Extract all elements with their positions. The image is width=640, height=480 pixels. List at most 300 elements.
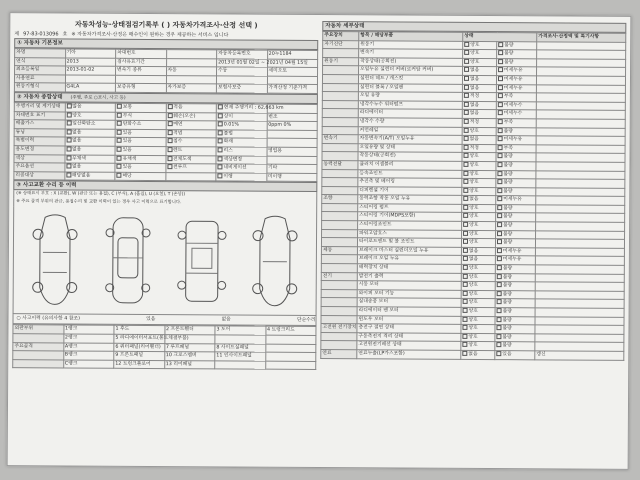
detail-row-text: 불량 xyxy=(502,283,513,289)
detail-row-cell xyxy=(358,169,462,178)
status-row-text: 차대번호 표기 xyxy=(15,112,46,118)
status-row-cell xyxy=(65,129,116,138)
accident-rank-row-cell xyxy=(265,335,316,344)
status-row-cell xyxy=(115,163,166,172)
checkbox-icon xyxy=(218,122,223,127)
accident-rank-row-text: 13 리어패널 xyxy=(165,361,192,367)
status-row-cell xyxy=(266,173,317,182)
checkbox-icon xyxy=(218,113,223,118)
detail-row-text: 미세누유 xyxy=(504,68,523,74)
detail-row-text: 커먼레일 xyxy=(359,127,379,133)
status-row-cell xyxy=(216,138,267,147)
detail-row-cell xyxy=(495,351,535,360)
status-row-text: 없음 xyxy=(71,164,82,170)
accident-header-title: ③ 사고교환 수리 등 이력 xyxy=(16,182,77,189)
basic-info-row-cell xyxy=(267,50,318,59)
status-row-cell xyxy=(216,164,267,173)
detail-row-cell xyxy=(321,332,357,341)
status-row-cell xyxy=(216,147,267,156)
detail-row-text: 고전원 전기장치 xyxy=(322,325,357,331)
checkbox-icon xyxy=(66,146,71,151)
checkbox-icon xyxy=(117,147,122,152)
checkbox-icon xyxy=(464,84,469,89)
checkbox-icon xyxy=(66,138,71,143)
basic-info-row-text: 최초등록일 xyxy=(16,67,40,73)
accident-rank-row xyxy=(13,359,316,369)
detail-row-cell xyxy=(461,282,495,291)
detail-row-text: 미세누유 xyxy=(503,77,523,83)
detail-row-text: 없음 xyxy=(469,111,480,117)
col-header-notes: 가격조사·산정액 및 특기사항 xyxy=(537,33,626,42)
basic-info-row-cell xyxy=(15,49,66,58)
checkbox-icon xyxy=(464,153,469,158)
detail-row-cell xyxy=(358,83,462,92)
detail-row-cell xyxy=(322,152,358,161)
detail-row-cell xyxy=(495,290,535,299)
detail-row-text: 불량 xyxy=(502,334,512,340)
checkbox-icon xyxy=(462,342,467,347)
detail-row-cell xyxy=(495,282,535,291)
accident-rank-row-text: 3 도어 xyxy=(216,327,231,333)
checkbox-icon xyxy=(497,231,502,236)
detail-row-cell xyxy=(495,308,535,317)
detail-row-cell xyxy=(321,349,357,358)
status-row-cell xyxy=(115,155,166,164)
checkbox-icon xyxy=(497,205,502,210)
status-row-cell xyxy=(65,103,116,112)
detail-row-cell xyxy=(495,316,535,325)
detail-row-cell xyxy=(495,256,535,265)
checkbox-icon xyxy=(497,162,502,167)
detail-row-text: 불량 xyxy=(503,171,513,177)
checkbox-icon xyxy=(117,121,122,126)
checkbox-icon xyxy=(498,110,503,115)
checkbox-icon xyxy=(66,155,71,160)
detail-row-cell xyxy=(462,178,496,187)
detail-row-cell xyxy=(357,264,461,273)
status-row-text: 침수 xyxy=(173,139,183,145)
status-row-cell xyxy=(14,111,65,120)
status-row-text: 있음 xyxy=(122,147,132,153)
status-row-cell xyxy=(267,147,318,156)
detail-row-cell xyxy=(357,333,461,342)
detail-row-text: 동력조향 작동 오일 누유 xyxy=(359,196,411,202)
detail-row-text: 양호 xyxy=(468,308,478,314)
detail-row-text: 타이로드엔드 및 볼 조인트 xyxy=(358,239,415,245)
detail-row-text: 양호 xyxy=(468,283,479,289)
detail-row-cell xyxy=(323,57,359,66)
checkbox-icon xyxy=(498,59,503,64)
checkbox-icon xyxy=(498,93,503,98)
detail-row-cell xyxy=(462,187,496,196)
detail-row-cell xyxy=(463,41,497,50)
accident-notes: (※ 상태표시 부호 : X (교환), W (판금 또는 용접), C (부식), A (흠집), U (요철), T (손상)) xyxy=(13,190,317,200)
detail-row-cell xyxy=(462,135,496,144)
basic-info-row-cell xyxy=(267,76,318,85)
basic-info-row-cell xyxy=(65,58,116,67)
checkbox-icon xyxy=(498,76,503,81)
checkbox-icon xyxy=(496,342,501,347)
checkbox-icon xyxy=(498,145,503,150)
detail-row-text: 양호 xyxy=(470,42,480,48)
status-row-cell xyxy=(216,104,284,113)
basic-info-row-cell xyxy=(267,67,318,76)
detail-row-text: 양호 xyxy=(470,51,480,57)
accident-history-yes: 있음 xyxy=(146,317,156,323)
checkbox-icon xyxy=(464,127,469,132)
basic-info-row-cell xyxy=(15,66,66,75)
detail-row-text: 오일유량 및 상태 xyxy=(359,144,396,151)
detail-row-cell xyxy=(322,212,358,221)
accident-rank-row-cell xyxy=(265,361,316,370)
detail-row-cell xyxy=(323,66,359,75)
detail-row-cell xyxy=(358,229,462,238)
detail-row-text: 양호 xyxy=(469,205,479,211)
detail-row-cell xyxy=(358,100,462,109)
status-row-cell xyxy=(115,103,166,112)
checkbox-icon xyxy=(217,165,222,170)
detail-row-cell xyxy=(358,75,462,84)
status-row-text: 유채색 xyxy=(122,156,137,162)
detail-row-cell xyxy=(461,316,495,325)
basic-info-row-cell xyxy=(116,66,167,75)
status-row-text: 없음 xyxy=(72,138,82,144)
detail-row-text: 오일누유 실린더 커버(로커암 커버) xyxy=(360,67,434,74)
detail-row-cell xyxy=(358,161,462,170)
accident-rank-row-cell xyxy=(63,351,114,360)
detail-row-cell xyxy=(461,273,495,282)
detail-row-cell xyxy=(462,127,496,136)
checkbox-icon xyxy=(116,164,121,169)
detail-row-cell xyxy=(496,213,536,222)
detail-row-cell xyxy=(322,160,358,169)
detail-row-cell xyxy=(461,256,495,265)
status-row-cell xyxy=(166,146,217,155)
car-top-diagram xyxy=(98,213,159,308)
accident-rank-row-cell xyxy=(215,343,266,352)
detail-row-cell xyxy=(462,118,496,127)
detail-row-text: 없음 xyxy=(468,351,478,357)
status-table xyxy=(13,102,317,182)
status-row-text: 화재 xyxy=(223,139,233,145)
basic-info-row-cell xyxy=(65,75,116,84)
detail-header: 자동차 세부상태 xyxy=(322,21,626,33)
accident-rank-row-text: 주요골격 xyxy=(14,343,33,349)
checkbox-icon xyxy=(218,130,223,135)
detail-row-cell xyxy=(496,101,536,110)
detail-row-cell xyxy=(322,229,358,238)
accident-rank-row-cell xyxy=(164,352,215,361)
basic-info-row-text: 보험사보증 xyxy=(217,85,242,91)
checkbox-icon xyxy=(497,179,502,184)
accident-rank-row-text: 8 사이드실패널 xyxy=(216,344,249,351)
detail-row-cell xyxy=(323,49,359,58)
checkbox-icon xyxy=(464,93,469,98)
accident-history-no: 없음 xyxy=(221,317,231,323)
detail-row-cell xyxy=(321,341,357,350)
accident-rank-row-cell xyxy=(13,334,64,343)
status-row-text: 리스 xyxy=(223,148,233,154)
status-row-cell xyxy=(65,137,116,146)
detail-row-text: 라디에이터 팬 모터 xyxy=(358,308,399,314)
checkbox-icon xyxy=(66,172,71,177)
basic-info-row-text: 세미오토 xyxy=(268,68,288,74)
checkbox-icon xyxy=(497,265,502,270)
checkbox-icon xyxy=(463,282,468,287)
detail-row-cell xyxy=(321,289,357,298)
detail-row-text: 미세누수 xyxy=(503,102,523,108)
basic-info-row-cell xyxy=(217,58,308,67)
left-column xyxy=(12,19,319,463)
detail-row-text: 없음 xyxy=(469,137,479,143)
status-row-text: 해당없음 xyxy=(71,173,91,179)
detail-row-cell xyxy=(461,264,495,273)
status-row-cell xyxy=(267,139,318,148)
col-header-main: 주요장치 xyxy=(323,32,359,41)
status-row-cell xyxy=(115,129,166,138)
checkbox-icon xyxy=(117,138,122,143)
detail-row-text: 오일 유량 xyxy=(359,93,380,99)
accident-rank-row-cell xyxy=(114,351,165,360)
status-row-cell xyxy=(216,173,267,182)
status-row-text: 매연 xyxy=(173,122,183,128)
detail-row-cell xyxy=(357,324,461,333)
detail-row-cell xyxy=(322,135,358,144)
status-row-cell xyxy=(14,171,65,180)
checkbox-icon xyxy=(497,222,502,227)
checkbox-icon xyxy=(464,67,469,72)
detail-row-text: 미세누유 xyxy=(503,197,522,203)
detail-row-text: 양호 xyxy=(470,59,480,65)
detail-row-cell xyxy=(321,246,357,255)
status-header-title: ② 자동차 종합상태 xyxy=(16,94,63,101)
accident-rank-row-text: 2랭크 xyxy=(64,335,78,341)
basic-info-row-cell xyxy=(14,83,65,92)
detail-row-text: 고전원전기배선 상태 xyxy=(358,342,402,348)
checkbox-icon xyxy=(464,145,469,150)
basic-info-row-text: G4LA xyxy=(66,84,80,90)
detail-row-cell xyxy=(322,100,358,109)
detail-row-cell xyxy=(358,135,462,144)
checkbox-icon xyxy=(167,113,172,118)
checkbox-icon xyxy=(498,102,503,107)
accident-rank-row-cell xyxy=(215,361,266,370)
basic-info-row-cell xyxy=(267,85,318,94)
detail-row-text: 원동기 xyxy=(360,41,375,47)
status-row-text: 보통 xyxy=(122,104,133,110)
status-row-text: 현재 주행거리 : 62,663 km xyxy=(223,105,284,111)
detail-row-text: 없음 xyxy=(469,102,480,108)
checkbox-icon xyxy=(217,173,222,178)
checkbox-icon xyxy=(463,222,468,227)
car-side-right-diagram xyxy=(245,214,306,309)
detail-row-cell xyxy=(497,41,537,50)
basic-info-row-text: 차명 xyxy=(16,50,26,56)
checkbox-icon xyxy=(66,112,71,117)
status-row-cell xyxy=(65,146,116,155)
detail-row-cell xyxy=(462,161,496,170)
detail-row-cell xyxy=(321,298,357,307)
status-row-cell xyxy=(14,103,65,112)
checkbox-icon xyxy=(463,196,468,201)
detail-row-cell xyxy=(358,195,462,204)
detail-row-cell xyxy=(462,230,496,239)
status-row-text: 양호 xyxy=(72,113,82,119)
detail-row-text: 구동축전지 격리 상태 xyxy=(358,334,404,340)
car-frame-diagram xyxy=(171,213,232,308)
detail-row-text: 스티어링 기어(MDPS포함) xyxy=(359,213,416,220)
status-row-cell xyxy=(115,112,166,121)
status-row-cell xyxy=(216,155,267,164)
detail-row-cell xyxy=(357,298,461,307)
basic-info-row-cell xyxy=(166,67,217,76)
basic-info-row-cell xyxy=(216,76,267,85)
detail-row-cell xyxy=(461,342,495,351)
detail-row-cell xyxy=(462,170,496,179)
accident-rank-row-cell xyxy=(114,360,165,369)
checkbox-icon xyxy=(498,153,503,158)
detail-row-text: 불량 xyxy=(502,291,512,297)
status-row-cell xyxy=(216,130,267,139)
status-row-text: 미이행 xyxy=(267,174,282,180)
status-row-text: 특별이력 xyxy=(15,138,35,144)
document-number: 97-83-013096 xyxy=(23,31,59,38)
detail-row-cell xyxy=(462,101,496,110)
basic-info-row-text: 변속기 종류 xyxy=(117,67,142,74)
status-row-cell xyxy=(14,163,65,172)
basic-info-row-cell xyxy=(65,49,116,58)
detail-row-text: 미세누유 xyxy=(503,137,523,143)
status-row-text: 무채색 xyxy=(71,156,86,162)
detail-row-text: 불량 xyxy=(503,128,513,134)
accident-history-label: ○ 사고이력 (유의사항 4 참조) xyxy=(16,316,80,322)
detail-row-text: 미세누유 xyxy=(502,248,522,255)
accident-rank-row-cell xyxy=(164,360,215,369)
detail-row-cell xyxy=(496,110,536,119)
number-label: 제 xyxy=(14,31,20,38)
checkbox-icon xyxy=(498,50,503,55)
basic-info-row-text: 차대번호 xyxy=(117,50,136,56)
detail-row-cell xyxy=(461,325,495,334)
status-row-cell xyxy=(14,146,65,155)
status-row-cell xyxy=(266,156,317,165)
status-row-text: 불법 xyxy=(223,131,233,137)
detail-row-cell xyxy=(321,255,357,264)
checkbox-icon xyxy=(496,334,501,339)
status-row-cell xyxy=(115,146,166,155)
status-row-text: 색상변경 xyxy=(223,156,243,163)
basic-info-row-cell xyxy=(14,74,65,83)
detail-row-text: 불량 xyxy=(504,51,514,57)
detail-row-cell xyxy=(496,136,536,145)
checkbox-icon xyxy=(498,136,503,141)
detail-row-cell xyxy=(496,93,536,102)
detail-row-text: 등속조인트 xyxy=(359,170,383,176)
accident-rank-row-cell xyxy=(63,334,114,343)
status-row-text: 주행거리 및 계기상태 xyxy=(15,104,61,110)
detail-row-cell xyxy=(535,351,624,360)
detail-row-text: 없음 xyxy=(469,197,479,203)
status-row-text: 렌트 xyxy=(173,148,183,154)
detail-row-text: 부족 xyxy=(503,94,514,100)
detail-row-text: 불량 xyxy=(502,266,513,272)
detail-row-cell xyxy=(496,119,536,128)
detail-row-text: 양호 xyxy=(469,231,479,237)
accident-rank-row-text: C랭크 xyxy=(64,361,78,367)
detail-row-text: 원동기 xyxy=(324,58,339,64)
checkbox-icon xyxy=(218,147,223,152)
detail-row-cell xyxy=(462,144,496,153)
checkbox-icon xyxy=(167,164,172,169)
status-row-text: 리콜대상 xyxy=(15,172,34,178)
number-suffix: 호 xyxy=(62,31,68,38)
detail-row-text: 라디에이터 xyxy=(359,110,383,116)
basic-info-row-text: 2013-01-02 xyxy=(66,67,95,73)
detail-row-cell xyxy=(322,143,358,152)
status-row-cell xyxy=(165,172,216,181)
status-row-text: 썬루프 xyxy=(172,165,187,171)
checkbox-icon xyxy=(463,205,468,210)
basic-info-row-cell xyxy=(166,75,217,84)
accident-rank-row-text: 9 프론트패널 xyxy=(115,352,144,359)
basic-info-row-text: 자동차등록번호 xyxy=(218,51,251,57)
checkbox-icon xyxy=(464,41,469,46)
accident-rank-table xyxy=(12,324,316,370)
detail-row-text: 스티어링조인트 xyxy=(359,222,392,228)
checkbox-icon xyxy=(498,42,503,47)
detail-row-text: 불량 xyxy=(503,163,513,169)
checkbox-icon xyxy=(497,282,502,287)
detail-row-cell xyxy=(496,204,536,213)
status-row-text: 탄화수소 xyxy=(122,121,142,128)
checkbox-icon xyxy=(463,248,468,253)
detail-row-cell xyxy=(358,204,462,213)
status-row-text: 상이 xyxy=(223,113,234,120)
detail-row-text: 양호 xyxy=(469,128,479,134)
detail-row-cell xyxy=(357,315,461,324)
checkbox-icon xyxy=(167,138,172,143)
accident-rank-row-text: 외판부위 xyxy=(14,326,34,332)
detail-row-cell xyxy=(496,196,536,205)
checkbox-icon xyxy=(497,317,502,322)
status-row-cell xyxy=(64,172,115,181)
accident-rank-row-text: 7 루프패널 xyxy=(165,344,189,350)
service-notice: ※ 자동차가격조사·산정은 매수인이 원하는 경우 제공하는 서비스 입니다 xyxy=(71,31,229,39)
detail-row-cell xyxy=(463,67,497,76)
detail-row-cell xyxy=(322,195,358,204)
detail-row-cell xyxy=(357,350,461,359)
detail-row-cell xyxy=(497,67,537,76)
checkbox-icon xyxy=(463,299,468,304)
car-diagram-area xyxy=(13,206,318,316)
checkbox-icon xyxy=(497,196,502,201)
checkbox-icon xyxy=(217,156,222,161)
checkbox-icon xyxy=(498,85,503,90)
accident-rank-row-text: B랭크 xyxy=(64,352,78,358)
checkbox-icon xyxy=(167,130,172,135)
detail-row-text: 자기진단 xyxy=(324,41,343,47)
status-row-cell xyxy=(216,121,267,130)
detail-row-cell xyxy=(322,203,358,212)
detail-row-text: 없음 xyxy=(468,257,479,263)
basic-info-row-text: 검사유효기간 xyxy=(117,59,145,65)
accident-rank-row-cell xyxy=(265,344,316,353)
detail-row-cell xyxy=(321,238,357,247)
detail-row-cell xyxy=(321,272,357,281)
detail-row-cell xyxy=(357,272,461,281)
basic-info-row-cell xyxy=(116,58,167,67)
detail-row-cell xyxy=(496,153,536,162)
